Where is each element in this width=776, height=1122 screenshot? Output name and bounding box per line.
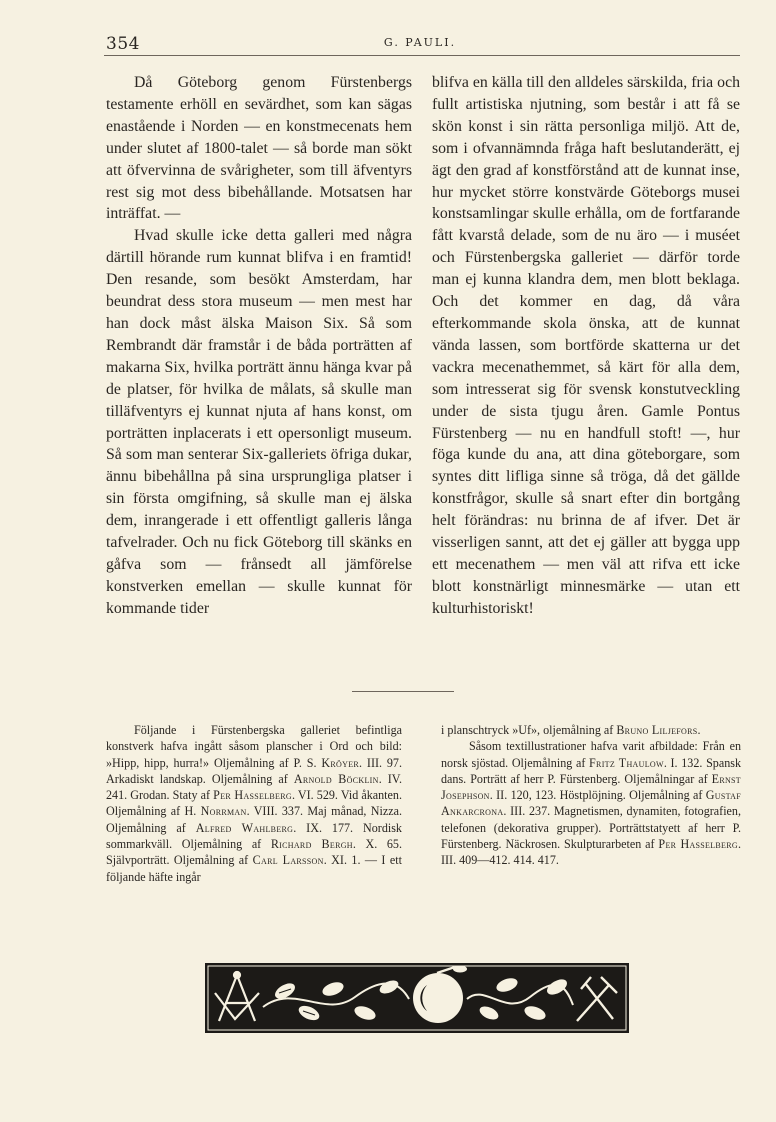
body-column-left	[106, 72, 412, 620]
header-rule	[104, 55, 740, 56]
artist-name: Per Hasselberg	[213, 788, 292, 803]
artist-name: Richard Bergh	[270, 837, 353, 852]
paragraph: blifva en källa till den alldeles särskilda, fria och fullt artistiska njutning, som består i att få se skön konst i sin rätta personliga miljö. Att de, som i ofvannämnda fråga haft beslutanderätt, ej ägt den grad af konstförstånd att de kunnat inse, hur mycket större konstvärde Göteborgs musei konstsamlingar skulle erhålla, om de fortfarande fått kvarstå delade, som de nu äro — i muséet och Fürstenbergska galleriet — därför torde man ej kunna klandra dem, men blott beklaga. Och det kommer en dag, då våra efterkommande skola önska, att de kunnat vända lassen, som bortförde skatterna ur det vackra mecenathemmet, så kärt för alla dem, som intresserat sig för svensk konstutveckling under de sista tjugu åren. Gamle Pontus Fürstenberg — nu en handfull stoft! —, hur föga kunde du ana, att dina göteborgare, som syntes ditt lifliga sinne så tröga, då det gällde konstfrågor, skulle så snart efter din bortgång helt förändras: nu brinna de af ifver. Det är visserligen sannt, att det ej gäller att bygga upp ett mecenathem — men väl att rifva ett icke blott konstnärligt minnesmärke — utan ett kulturhistoriskt!	[432, 74, 740, 617]
paragraph: Då Göteborg genom Fürstenbergs testamente erhöll en sevärdhet, som kan sägas enastående i Norden — en konstmecenats hem under slutet af 1800-talet — så borde man sökt att öfvervinna de svårigheter, som till äfventyrs rest sig mot dess bibehållande. Motsatsen har inträffat. —	[106, 74, 412, 223]
footnote-paragraph: Såsom textillustrationer hafva varit afbildade: Från en norsk sjöstad. Oljemålning af Fritz Thaulow. I. 132. Spansk dans. Porträtt af herr P. Fürstenberg. Oljemålningar af Ernst Josephson. II. 120, 123. Höstplöjning. Oljemålning af Gustaf Ankarcrona. III. 237. Magnetismen, dynamiten, fotografien, telefonen (dekorativa grupper). Porträttstatyett af herr P. Fürstenberg. Näckrosen. Skulpturarbeten af Per Hasselberg. III. 409—412. 414. 417.	[441, 739, 742, 868]
artist-name: Gustaf Ankarcrona	[441, 788, 741, 819]
artist-name: Ernst Josephson	[441, 771, 741, 803]
artist-name: Alfred Wahlberg	[195, 820, 294, 835]
page-number: 354	[106, 34, 140, 54]
artist-name: Per Hasselberg	[658, 837, 738, 852]
artist-name: Arnold Böcklin	[293, 771, 379, 786]
section-divider	[352, 691, 454, 692]
running-title: G. PAULI.	[383, 36, 457, 49]
artist-name: Kröyer	[321, 755, 360, 770]
artist-name: Carl Larsson	[252, 853, 324, 868]
footnote-paragraph: i planschtryck »Uf», oljemålning af Bruno Liljefors.	[441, 723, 701, 737]
artist-name: Bruno Liljefors	[616, 723, 698, 737]
paragraph: Hvad skulle icke detta galleri med några därtill hörande rum kunnat blifva i en framtid! Den resande, som besökt Amsterdam, har beundrat dess stora museum — men mest har han dock måst älska Maison Six. Så som Rembrandt där framstår i de båda porträtten af makarna Six, hvilka porträtt ännu hänga kvar på de platser, för hvilka de målats, så skulle man tilläfventyrs ej kunnat njuta af hans konst, om porträtten inplacerats i ett opersonligt museum. Så som man senterar Six-galleriets öfriga dukar, ännu bibehållna på sina ursprungliga platser i sin första omgifning, så skulle man ej älska dem, inrangerade i ett offentligt galleris långa tafvelrader. Och nu fick Göteborg till skänks en gåfva som — frånsedt all jämförelse konstverken emellan — skulle kunnat för kommande tider	[106, 227, 412, 617]
footnote-paragraph: Följande i Fürstenbergska galleriet befintliga konstverk hafva ingått såsom planscher i Ord och bild: »Hipp, hipp, hurra!» Oljemålning af P. S. Kröyer. III. 97. Arkadiskt landskap. Oljemålning af Arnold Böcklin. IV. 241. Grodan. Staty af Per Hasselberg. VI. 529. Vid åkanten. Oljemålning af H. Norrman. VIII. 337. Maj månad, Nizza. Oljemålning af Alfred Wahlberg. IX. 177. Nordisk sommarkväll. Oljemålning af Richard Bergh. X. 65. Självporträtt. Oljemålning af Carl Larsson. XI. 1. — I ett följande häfte ingår	[106, 723, 403, 884]
artist-name: Norrman	[200, 804, 247, 819]
footnote-column-right	[441, 722, 741, 869]
footnote-column-left	[106, 722, 402, 885]
artist-name: Fritz Thaulow	[589, 755, 664, 770]
tailpiece-vignette-icon	[205, 963, 629, 1033]
body-column-right	[432, 72, 740, 620]
